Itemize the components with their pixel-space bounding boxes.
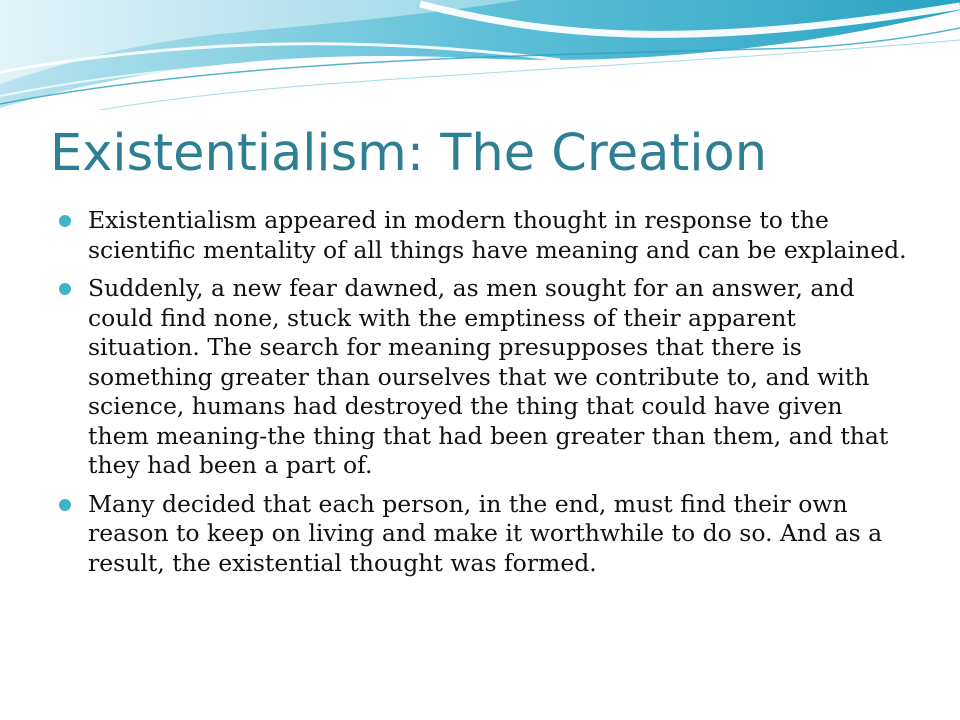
list-item [58,490,908,579]
bullet-dot-icon [59,215,71,227]
bullet-dot-icon [59,283,71,295]
wave-header-decoration [0,0,960,110]
bullet-text: Suddenly, a new fear dawned, as men sought for an answer, and could find none, stuck with the emptiness of their apparent situation. The search for meaning presupposes that there is something greater than ourselves that we contribute to, and with science, humans had destroyed the thing that could have given them meaning-the thing that had been greater than them, and that they had been a part of. [88,274,889,479]
list-item [58,274,908,481]
bullet-text: Existentialism appeared in modern thought in response to the scientific mentality of all things have meaning and can be explained. [88,206,907,264]
bullet-text: Many decided that each person, in the end, must find their own reason to keep on living and make it worthwhile to do so. And as a result, the existential thought was formed. [88,489,883,577]
bullet-list [58,206,908,587]
bullet-dot-icon [59,499,71,511]
list-item [58,206,908,265]
slide-title: Existentialism: The Creation [50,124,768,183]
